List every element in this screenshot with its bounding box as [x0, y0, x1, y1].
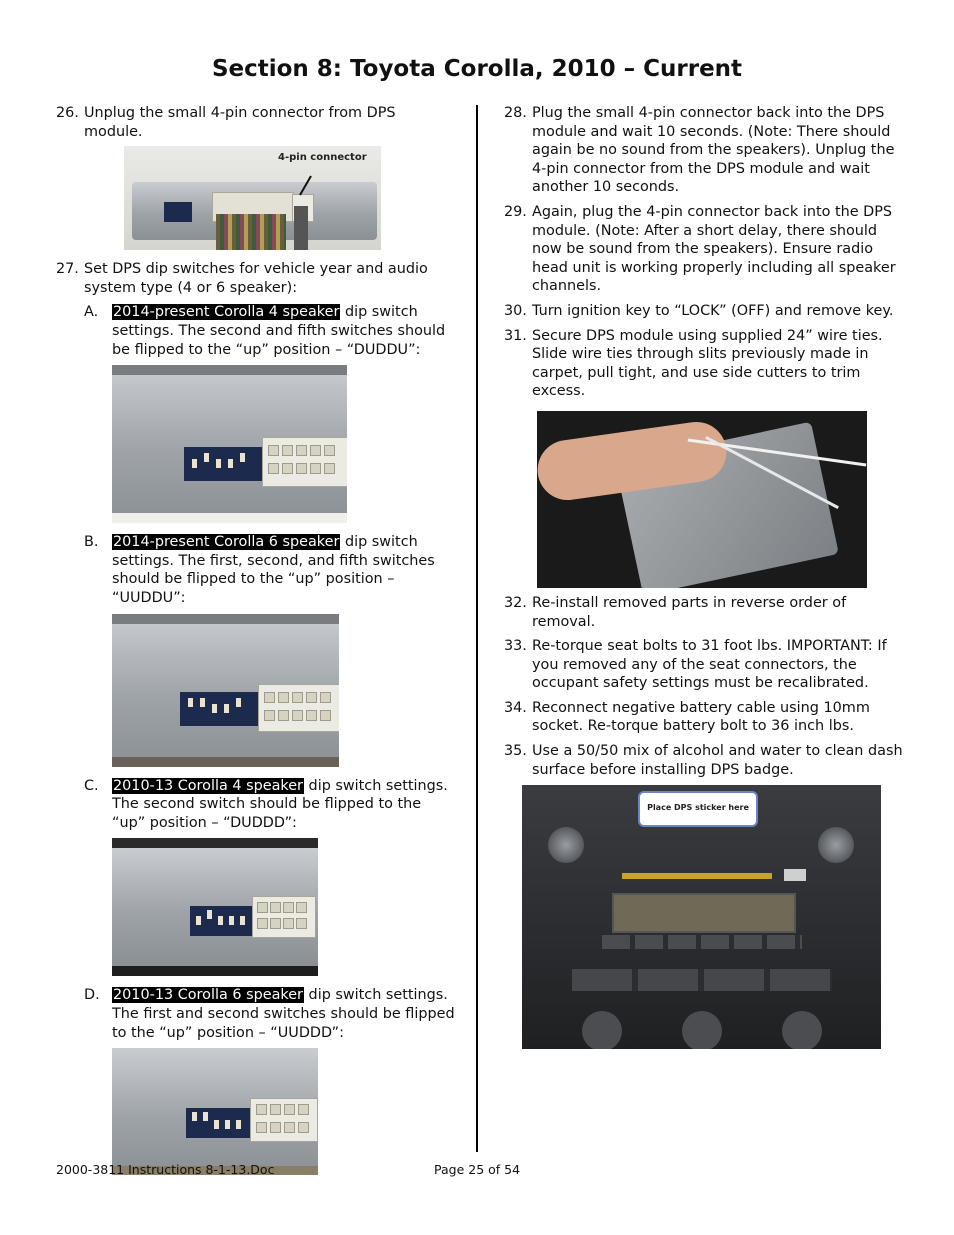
highlight-label: 2014-present Corolla 6 speaker — [113, 534, 340, 551]
step-number: 27. — [56, 261, 79, 278]
substep-d — [84, 986, 456, 1042]
photo-dip-switch-b — [112, 614, 339, 767]
step-33 — [504, 637, 904, 693]
photo-label: 4-pin connector — [278, 152, 367, 164]
step-text: Reconnect negative battery cable using 10mm socket. Re-torque battery bolt to 36 inch lbs. — [532, 699, 870, 735]
highlight-label: 2014-present Corolla 4 speaker — [113, 304, 340, 321]
step-29 — [504, 203, 904, 296]
substep-c — [84, 777, 456, 833]
step-27 — [56, 260, 456, 297]
step-number: 30. — [504, 302, 527, 319]
substep-text: dip switch settings. The second switch should be flipped to the “up” position – “DUDDD”: — [112, 777, 448, 831]
photo-callout: Place DPS sticker here — [638, 791, 758, 827]
substep-letter: C. — [84, 777, 99, 794]
step-26 — [56, 104, 456, 141]
step-number: 32. — [504, 594, 527, 611]
step-text: Unplug the small 4-pin connector from DPS module. — [84, 105, 396, 140]
substep-a — [84, 303, 456, 359]
step-number: 34. — [504, 699, 527, 716]
step-text: Plug the small 4-pin connector back into the DPS module and wait 10 seconds. (Note: There should again be no sound from the speakers). Unplug the 4-pin connector from the DPS module and wait another 10 seconds. — [532, 105, 895, 196]
photo-radio-dash — [522, 785, 881, 1049]
step-text: Secure DPS module using supplied 24” wire ties. Slide wire ties through slits previously made in carpet, pull tight, and use side cutters to trim excess. — [532, 327, 883, 400]
photo-dip-switch-c — [112, 838, 318, 976]
right-column — [504, 104, 904, 1049]
photo-wire-ties — [537, 411, 867, 588]
highlight-label: 2010-13 Corolla 6 speaker — [113, 987, 303, 1004]
step-number: 28. — [504, 105, 527, 121]
substep-letter: B. — [84, 534, 99, 551]
substep-text: dip switch settings. The first and second switches should be flipped to the “up” position – “UUDDD”: — [112, 987, 455, 1041]
step-34 — [504, 699, 904, 736]
photo-4pin-connector — [124, 146, 381, 250]
footer-page-number: Page 25 of 54 — [434, 1162, 521, 1177]
substep-text: dip switch settings. The second and fifth switches should be flipped to the “up” position – “DUDDU”: — [112, 304, 446, 358]
photo-dip-switch-d — [112, 1048, 318, 1175]
highlight-label: 2010-13 Corolla 4 speaker — [113, 777, 303, 794]
substep-letter: D. — [84, 987, 100, 1004]
step-text: Turn ignition key to “LOCK” (OFF) and remove key. — [532, 302, 894, 319]
page-title: Section 8: Toyota Corolla, 2010 – Current — [211, 56, 743, 82]
step-31 — [504, 327, 904, 401]
step-35 — [504, 742, 904, 779]
step-number: 31. — [504, 327, 527, 344]
column-divider — [476, 105, 478, 1152]
step-number: 29. — [504, 203, 527, 220]
step-text: Use a 50/50 mix of alcohol and water to clean dash surface before installing DPS badge. — [532, 743, 903, 778]
step-28 — [504, 104, 904, 197]
step-number: 35. — [504, 743, 527, 760]
step-text: Re-torque seat bolts to 31 foot lbs. IMPORTANT: If you removed any of the seat connectors, the occupant safety settings must be recalibrated. — [532, 638, 887, 692]
step-text: Set DPS dip switches for vehicle year and audio system type (4 or 6 speaker): — [84, 261, 428, 296]
substep-letter: A. — [84, 304, 99, 321]
step-number: 26. — [56, 105, 79, 121]
step-text: Re-install removed parts in reverse order of removal. — [532, 594, 847, 630]
left-column — [56, 104, 456, 1175]
step-32 — [504, 594, 904, 631]
substep-text: dip switch settings. The first, second, and fifth switches should be flipped to the “up” position – “UUDDU”: — [112, 534, 435, 606]
step-30 — [504, 302, 904, 321]
substep-b — [84, 533, 456, 607]
step-number: 33. — [504, 638, 527, 655]
footer-doc-name: 2000-3811 Instructions 8-1-13.Doc — [56, 1162, 275, 1177]
photo-dip-switch-a — [112, 365, 347, 523]
step-text: Again, plug the 4-pin connector back into the DPS module. (Note: After a short delay, there should now be sound from the speakers). Ensure radio head unit is working properly including all speaker channels. — [532, 203, 896, 295]
